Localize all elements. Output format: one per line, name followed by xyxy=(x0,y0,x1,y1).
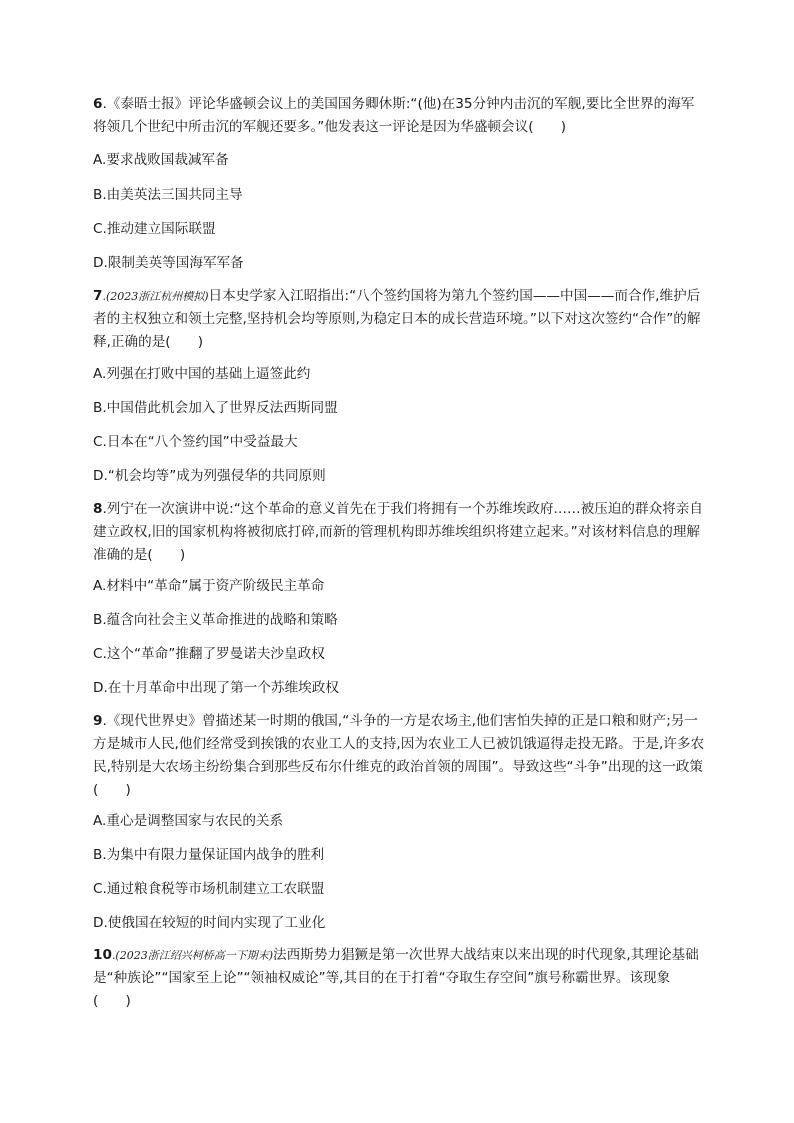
option-9a: A.重心是调整国家与农民的关系 xyxy=(93,813,284,829)
question-stem: .《泰晤士报》评论华盛顿会议上的美国国务卿休斯:“(他)在35分钟内击沉的军舰,要比全世界的海军将领几个世纪中所击沉的军舰还要多。”他发表这一评论是因为华盛顿会议( ) xyxy=(93,96,695,135)
question-6 xyxy=(93,93,705,139)
option-8b: B.蕴含向社会主义革命推进的战略和策略 xyxy=(93,612,338,628)
option-6a: A.要求战败国裁减军备 xyxy=(93,152,229,168)
option-8d: D.在十月革命中出现了第一个苏维埃政权 xyxy=(93,680,339,696)
option-7a: A.列强在打败中国的基础上逼签此约 xyxy=(93,366,311,382)
option-8c: C.这个“革命”推翻了罗曼诺夫沙皇政权 xyxy=(93,646,325,662)
question-8 xyxy=(93,498,705,567)
question-stem: .《现代世界史》曾描述某一时期的俄国,“斗争的一方是农场主,他们害怕失掉的正是口粮和财产;另一方是城市人民,他们经常受到挨饿的农业工人的支持,因为农业工人已被饥饿逼得走投无路。于是,许多农民,特别是大农场主纷纷集合到那些反布尔什维克的政治首领的周围”。导致这些“斗争”出现的这一政策( ) xyxy=(93,713,705,798)
option-6b: B.由美英法三国共同主导 xyxy=(93,187,243,203)
question-7 xyxy=(93,285,705,354)
question-number: 6 xyxy=(93,96,103,112)
option-7d: D.“机会均等”成为列强侵华的共同原则 xyxy=(93,468,326,484)
option-9c: C.通过粮食税等市场机制建立工农联盟 xyxy=(93,881,325,897)
option-6c: C.推动建立国际联盟 xyxy=(93,221,216,237)
question-number: 10 xyxy=(93,947,112,963)
question-stem: .列宁在一次演讲中说:“这个革命的意义首先在于我们将拥有一个苏维埃政府……被压迫的群众将亲自建立政权,旧的国家机构将被彻底打碎,而新的管理机构即苏维埃组织将建立起来。”对该材料信息的理解准确的是( ) xyxy=(93,501,703,563)
option-8a: A.材料中“革命”属于资产阶级民主革命 xyxy=(93,578,325,594)
option-7b: B.中国借此机会加入了世界反法西斯同盟 xyxy=(93,400,338,416)
question-stem: 法西斯势力猖獗是第一次世界大战结束以来出现的时代现象,其理论基础是“种族论”“国家至上论”“领袖权威论”等,其目的在于打着“夺取生存空间”旗号称霸世界。该现象( ) xyxy=(93,947,699,1009)
question-number: 8 xyxy=(93,501,103,517)
question-number: 9 xyxy=(93,713,103,729)
question-source: .(2023浙江绍兴柯桥高一下期末) xyxy=(111,949,273,962)
option-9b: B.为集中有限力量保证国内战争的胜利 xyxy=(93,847,325,863)
question-stem: 日本史学家入江昭指出:“八个签约国将为第九个签约国——中国——而合作,维护后者的主权独立和领土完整,坚持机会均等原则,为稳定日本的成长营造环境。”以下对这次签约“合作”的解释,正确的是( ) xyxy=(93,288,701,350)
question-source: .(2023浙江杭州模拟) xyxy=(102,290,209,303)
question-9 xyxy=(93,710,705,802)
question-number: 7 xyxy=(93,288,103,304)
option-9d: D.使俄国在较短的时间内实现了工业化 xyxy=(93,915,326,931)
option-6d: D.限制美英等国海军军备 xyxy=(93,255,244,271)
question-10 xyxy=(93,944,705,1013)
option-7c: C.日本在“八个签约国”中受益最大 xyxy=(93,434,298,450)
